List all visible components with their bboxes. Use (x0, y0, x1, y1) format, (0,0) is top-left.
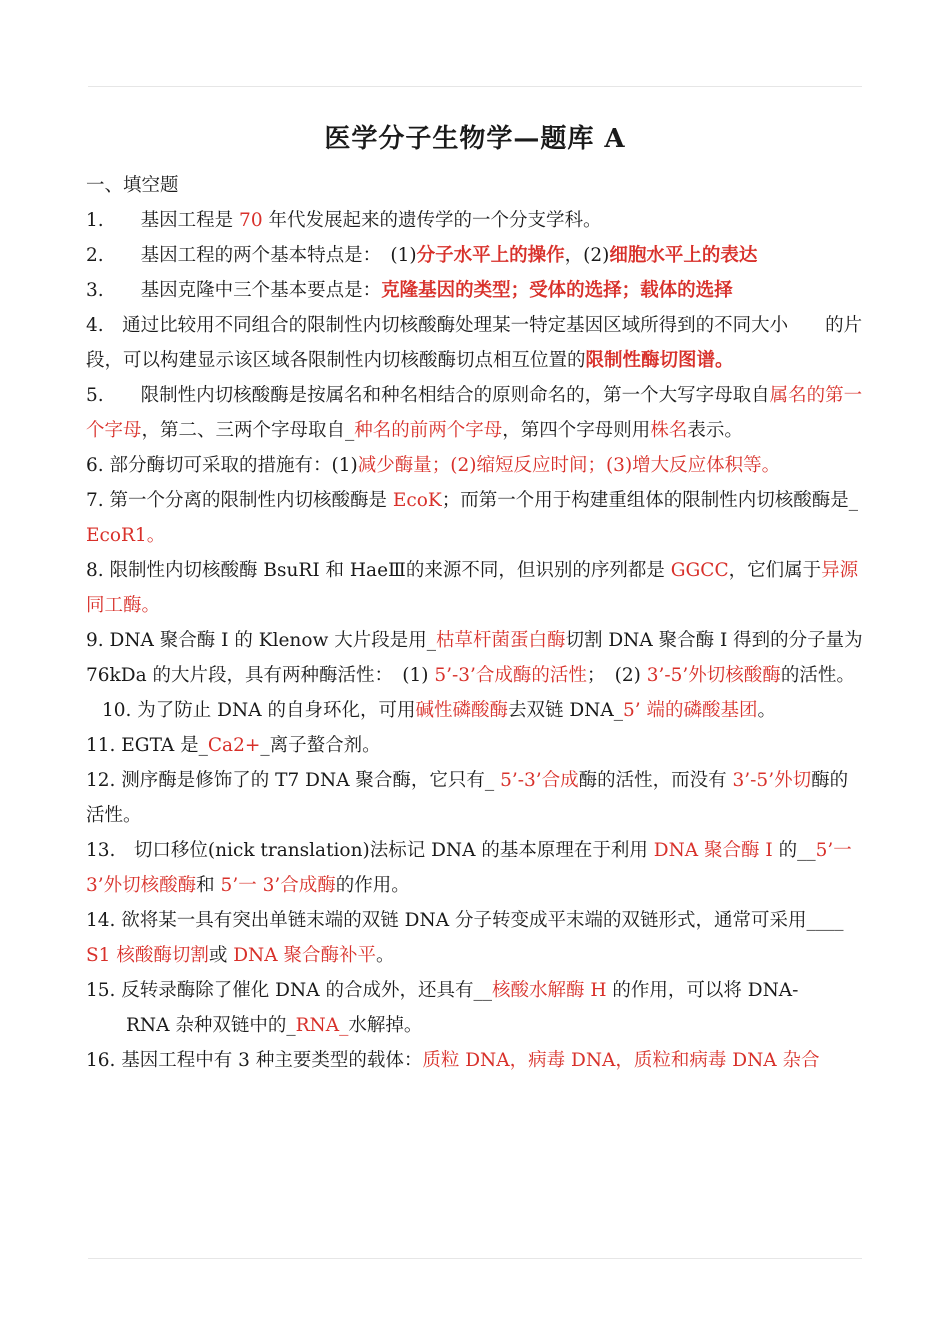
question-list (86, 168, 864, 1078)
q3-text: 3. 基因克隆中三个基本要点是： (86, 280, 382, 301)
question-12 (86, 763, 864, 833)
section-heading: 一、填空题 (86, 175, 179, 196)
question-10 (86, 693, 864, 728)
q12-text: 12. 测序酶是修饰了的 T7 DNA 聚合酶，它只有_ (86, 770, 501, 791)
q2-text: 2. 基因工程的两个基本特点是： (1) (86, 245, 417, 266)
q9-text-mid-2: ； (2) (586, 665, 647, 686)
q14-text-end: 。 (375, 945, 395, 966)
q9-answer-3: 3’-5’外切核酸酶 (646, 665, 781, 686)
question-6 (86, 448, 864, 483)
q15-text: 15. 反转录酶除了催化 DNA 的合成外，还具有__ (86, 980, 492, 1001)
q14-answer-1: S1 核酸酶切割 (86, 945, 209, 966)
q13-answer-3: 5’一 3’合成酶 (220, 875, 336, 896)
q16-text: 16. 基因工程中有 3 种主要类型的载体： (86, 1050, 423, 1071)
q5-text-mid: ，第二、三两个字母取自_ (141, 420, 355, 441)
q9-answer-1: 枯草杆菌蛋白酶 (435, 630, 566, 651)
page-title: 医学分子生物学—题库 A (324, 124, 626, 154)
question-4 (86, 308, 864, 378)
q7-text-mid: ；而第一个用于构建重组体的限制性内切核酸酶是_ (441, 490, 859, 511)
bottom-divider (88, 1258, 862, 1259)
question-3 (86, 273, 864, 308)
q2-text-mid: ，(2) (564, 245, 610, 266)
q13-answer-1: DNA 聚合酶 I (653, 840, 773, 861)
q7-text: 7. 第一个分离的限制性内切核酸酶是 (86, 490, 393, 511)
q15-text-cont: RNA 杂种双链中的_ (126, 1015, 296, 1036)
q2-answer-1: 分子水平上的操作 (416, 245, 565, 266)
question-11 (86, 728, 864, 763)
q10-text: 10. 为了防止 DNA 的自身环化，可用 (102, 700, 416, 721)
q5-answer-3: 株名 (650, 420, 688, 441)
q9-text-mid: 切割 DNA 聚合酶 I 得到的分子量为 76kDa 的大片段，具有两种酶活性： (1) (86, 630, 863, 686)
q10-answer-2: 5’ 端的磷酸基团 (622, 700, 758, 721)
q1-answer: 70 (239, 210, 263, 231)
q12-text-mid: 酶的活性，而没有 (578, 770, 733, 791)
question-16 (86, 1043, 864, 1078)
q1-text: 1. 基因工程是 (86, 210, 240, 231)
q8-text: 8. 限制性内切核酸酶 BsuRI 和 HaeⅢ的来源不同，但识别的序列都是 (86, 560, 671, 581)
question-9 (86, 623, 864, 693)
q10-answer-1: 碱性磷酸酶 (415, 700, 508, 721)
q11-text-end: _离子螯合剂。 (260, 735, 381, 756)
q6-answer: 减少酶量；(2)缩短反应时间；(3)增大反应体积等。 (357, 455, 781, 476)
q9-text: 9. DNA 聚合酶 I 的 Klenow 大片段是用_ (86, 630, 436, 651)
q4-answer: 限制性酶切图谱。 (585, 350, 734, 371)
q7-answer-2: EcoR1。 (86, 525, 166, 546)
q9-answer-2: 5’-3’合成酶的活性 (434, 665, 587, 686)
question-13 (86, 833, 864, 903)
q11-text: 11. EGTA 是_ (86, 735, 208, 756)
q13-text: 13. 切口移位(nick translation)法标记 DNA 的基本原理在于利用 (86, 840, 654, 861)
q12-text-end: 酶的活性。 (86, 770, 849, 826)
q16-answer: 质粒 DNA，病毒 DNA，质粒和病毒 DNA 杂合 (422, 1050, 820, 1071)
top-divider (88, 86, 862, 87)
q15-text-mid: 的作用，可以将 DNA- (606, 980, 799, 1001)
q12-answer-2: 3’-5’外切 (732, 770, 812, 791)
q14-answer-2: DNA 聚合酶补平 (233, 945, 376, 966)
q10-text-end: 。 (757, 700, 777, 721)
q6-text: 6. 部分酶切可采取的措施有：(1) (86, 455, 358, 476)
question-15 (86, 973, 864, 1008)
q14-text-mid: 或 (208, 945, 234, 966)
q8-answer-1: GGCC (670, 560, 729, 581)
q5-text: 5. 限制性内切核酸酶是按属名和种名相结合的原则命名的，第一个大写字母取自 (86, 385, 770, 406)
q5-text-end: 表示。 (687, 420, 743, 441)
q13-text-mid-2: 和 (196, 875, 221, 896)
q15-answer-2: RNA_ (295, 1015, 349, 1036)
q2-answer-2: 细胞水平上的表达 (609, 245, 758, 266)
q12-answer-1: 5’-3’合成 (500, 770, 579, 791)
q9-text-end: 的活性。 (780, 665, 855, 686)
q7-answer-1: EcoK (392, 490, 442, 511)
q11-answer: Ca2+ (207, 735, 261, 756)
question-2 (86, 238, 864, 273)
q5-answer-2: 种名的前两个字母 (354, 420, 503, 441)
q10-text-mid: 去双链 DNA_ (507, 700, 623, 721)
question-7 (86, 483, 864, 553)
q4-text: 4. 通过比较用不同组合的限制性内切核酸酶处理某一特定基因区域所得到的不同大小 的片段，可以构建显示该区域各限制性内切核酸酶切点相互位置的 (86, 315, 863, 371)
q1-text-end: 年代发展起来的遗传学的一个分支学科。 (262, 210, 602, 231)
q5-answer-1: 属名的第一个字母 (86, 385, 863, 441)
q14-text: 14. 欲将某一具有突出单链末端的双链 DNA 分子转变成平末端的双链形式，通常可采用____ (86, 910, 844, 931)
question-8 (86, 553, 864, 623)
q5-text-mid-2: ，第四个字母则用 (502, 420, 651, 441)
q13-text-end: 的作用。 (335, 875, 410, 896)
q15-answer-1: 核酸水解酶 H (491, 980, 607, 1001)
q15-text-end: 水解掉。 (348, 1015, 423, 1036)
q13-answer-2: 5’一 3’外切核酸酶 (86, 840, 852, 896)
q13-text-mid: 的__ (772, 840, 816, 861)
question-5 (86, 378, 864, 448)
question-1 (86, 203, 864, 238)
q8-text-mid: ，它们属于 (728, 560, 822, 581)
question-14 (86, 903, 864, 973)
question-15-continuation (86, 1008, 864, 1043)
q8-answer-2: 异源同工酶。 (86, 560, 859, 616)
q3-answer: 克隆基因的类型；受体的选择；载体的选择 (381, 280, 733, 301)
